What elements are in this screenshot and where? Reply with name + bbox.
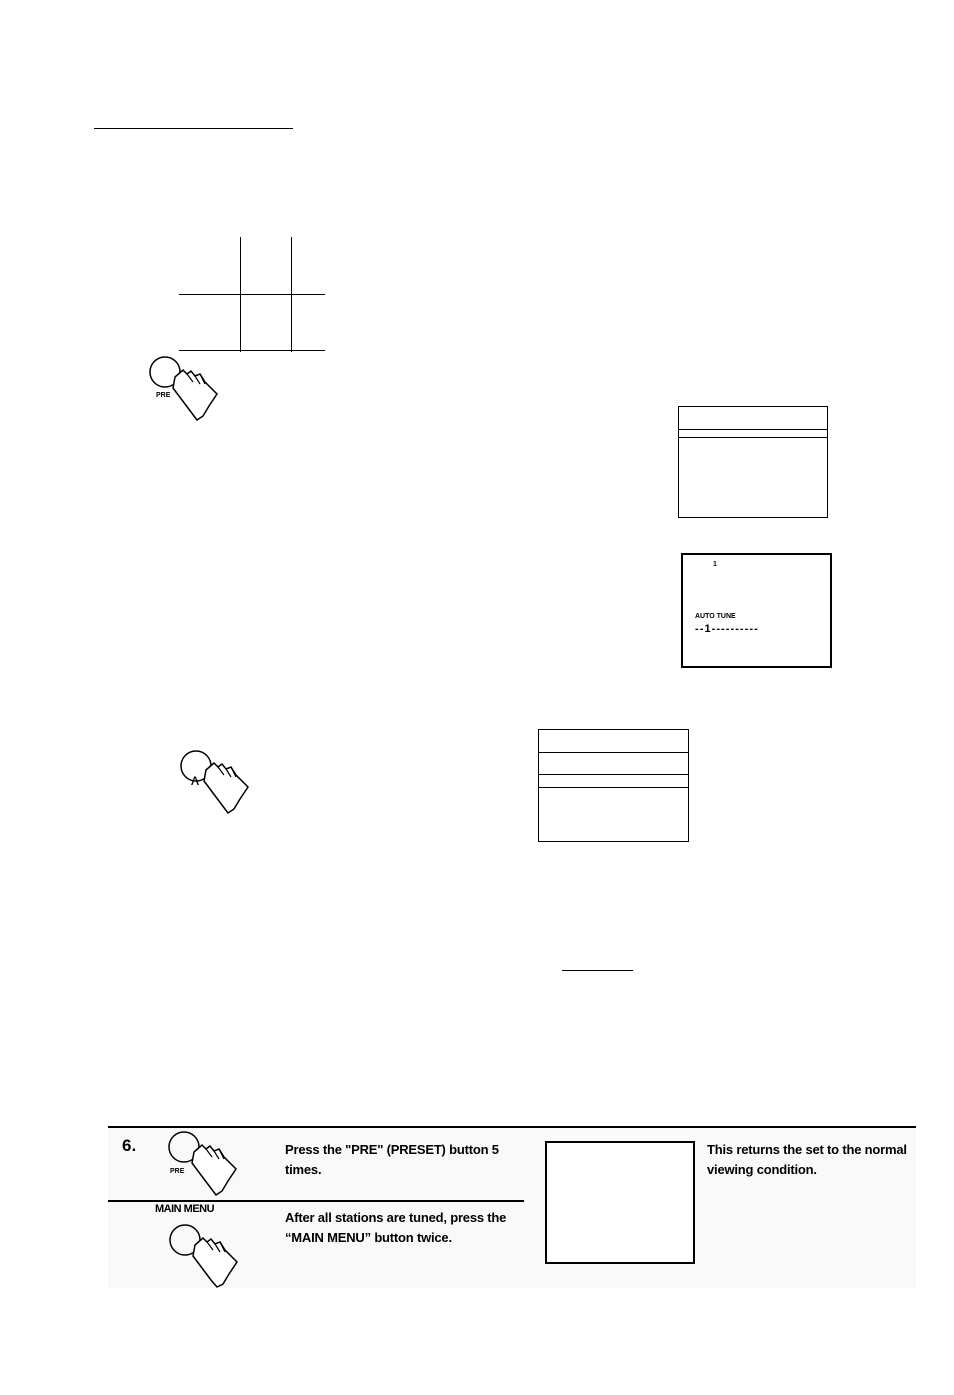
step-6-main-menu-instruction: After all stations are tuned, press the “MAIN MENU” button twice.	[285, 1210, 507, 1245]
pre-button-icon-step6[interactable]	[160, 1125, 250, 1201]
osd-screen-autotune	[681, 553, 832, 668]
pre-label-step6: PRE	[170, 1168, 185, 1175]
table-hline-1	[179, 294, 325, 295]
main-menu-label: MAIN MENU	[155, 1203, 215, 1215]
osd-autotune-title: AUTO TUNE	[695, 613, 736, 620]
osd-screen-3	[538, 729, 689, 842]
step-6-pre-instruction: Press the "PRE" (PRESET) button 5 times.	[285, 1142, 499, 1177]
pre-label: PRE	[156, 392, 171, 399]
main-menu-button-icon[interactable]	[165, 1218, 255, 1288]
osd-screen-4	[545, 1141, 695, 1264]
osd-divider	[539, 774, 688, 775]
step-6-result: This returns the set to the normal viewing condition.	[707, 1142, 907, 1177]
osd-screen-1	[678, 406, 828, 518]
note-underline	[562, 970, 633, 971]
heading-underline	[94, 128, 293, 129]
osd-divider	[539, 787, 688, 788]
osd-divider	[539, 752, 688, 753]
osd-channel: 1	[713, 561, 717, 568]
osd-progress: - - 1 - - - - - - - - - -	[695, 623, 757, 635]
table-hline-2	[179, 350, 325, 351]
pre-button-icon[interactable]	[145, 352, 230, 424]
up-label: ʌ	[191, 772, 199, 789]
osd-divider	[679, 437, 827, 438]
step-number: 6.	[122, 1136, 137, 1155]
osd-divider	[679, 429, 827, 430]
